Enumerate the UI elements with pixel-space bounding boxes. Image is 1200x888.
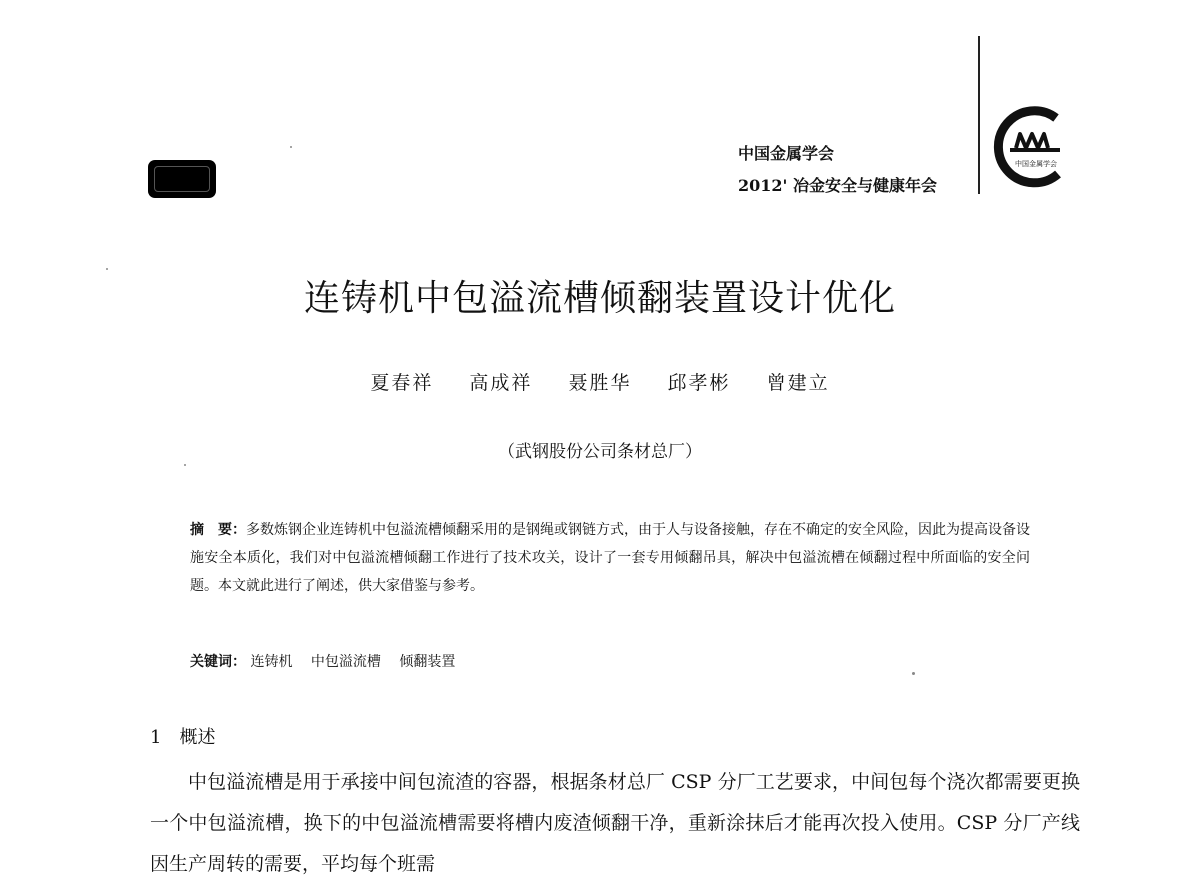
logo-text: 中国金属学会	[1015, 160, 1057, 168]
header-divider	[978, 36, 980, 194]
author: 聂胜华	[568, 372, 632, 394]
keywords-label: 关键词：	[190, 654, 246, 670]
conference-header	[738, 138, 978, 202]
section-title: 概述	[179, 727, 216, 748]
author: 曾建立	[766, 372, 830, 394]
section-heading	[150, 723, 215, 749]
author: 夏春祥	[370, 372, 434, 394]
abstract-text: 多数炼钢企业连铸机中包溢流槽倾翻采用的是钢绳或钢链方式，由于人与设备接触，存在不确定的安全风险，因此为提高设备设施安全本质化，我们对中包溢流槽倾翻工作进行了技术攻关，设计了一套专用倾翻吊具，解决中包溢流槽在倾翻过程中所面临的安全问题。本文就此进行了阐述，供大家借鉴与参考。	[190, 522, 1030, 594]
section-number: 1	[150, 727, 162, 748]
affiliation: （武钢股份公司条材总厂）	[498, 442, 702, 462]
header-org: 中国金属学会	[738, 144, 835, 163]
abstract	[190, 516, 1030, 600]
keyword: 连铸机	[250, 654, 293, 670]
black-label-tag-frame	[154, 166, 210, 192]
keyword: 中包溢流槽	[310, 654, 381, 670]
body-text	[150, 762, 1080, 885]
scan-speck	[184, 464, 186, 466]
header-conference: 2012' 冶金安全与健康年会	[738, 176, 938, 195]
abstract-label: 摘 要：	[190, 522, 246, 538]
black-label-tag	[148, 160, 216, 198]
author: 邱孝彬	[667, 372, 731, 394]
author: 高成祥	[469, 372, 533, 394]
keywords	[190, 648, 1030, 676]
keyword: 倾翻装置	[399, 654, 456, 670]
body-paragraph: 中包溢流槽是用于承接中间包流渣的容器，根据条材总厂 CSP 分厂工艺要求，中间包每个浇次都需要更换一个中包溢流槽，换下的中包溢流槽需要将槽内废渣倾翻干净，重新涂抹后才能再次投入使用。CSP 分厂产线因生产周转的需要，平均每个班需	[150, 771, 1080, 875]
paper-title: 连铸机中包溢流槽倾翻装置设计优化	[303, 278, 896, 319]
scan-speck	[290, 146, 292, 148]
scan-speck	[912, 672, 915, 675]
author-list	[0, 368, 1200, 395]
csm-logo	[986, 104, 1070, 190]
scan-speck	[106, 268, 108, 270]
